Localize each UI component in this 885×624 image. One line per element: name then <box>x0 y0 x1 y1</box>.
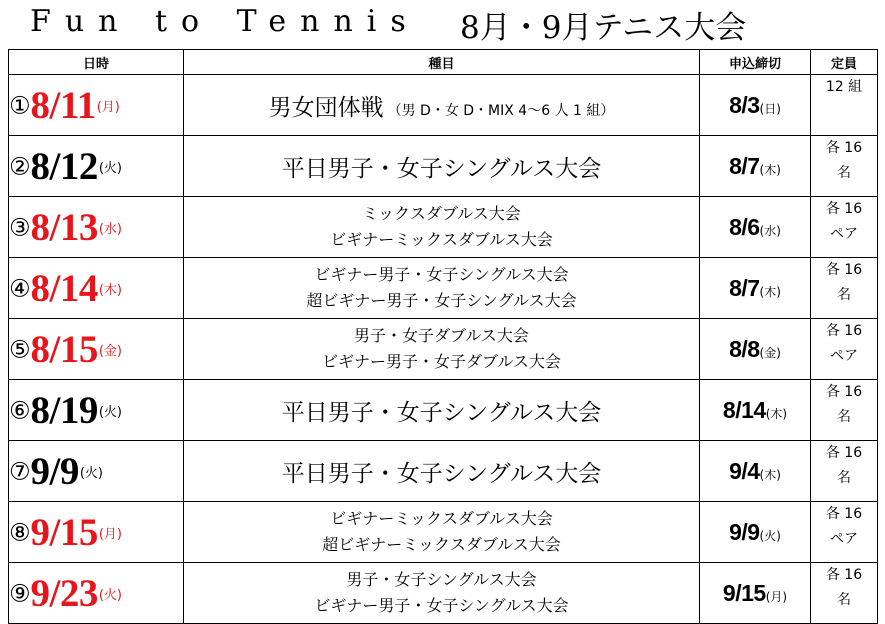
event-title: 平日男子・女子シングルス大会 <box>281 399 602 426</box>
capacity-text: 各 16 <box>825 567 863 583</box>
event-date: 8/11 <box>30 83 96 127</box>
capacity-text: 各 16 <box>825 323 863 339</box>
deadline-cell <box>700 197 811 258</box>
capacity-text: 各 16 <box>825 445 863 461</box>
capacity-text: 名 <box>837 409 851 425</box>
capacity-text: 名 <box>837 165 851 181</box>
page-title <box>0 0 885 48</box>
deadline-date: 8/7 <box>729 152 760 179</box>
event-note: （男 D・女 D・MIX 4～6 人 1 組） <box>387 102 615 119</box>
capacity-text: ペア <box>830 348 858 364</box>
deadline-cell <box>700 502 811 563</box>
table-row <box>9 563 878 624</box>
event-cell <box>184 502 700 563</box>
capacity-text: 名 <box>837 287 851 303</box>
event-line: ビギナー男子・女子シングルス大会 <box>314 596 569 615</box>
deadline-weekday: (木) <box>765 406 788 421</box>
deadline-cell <box>700 258 811 319</box>
capacity-cell <box>811 441 878 502</box>
deadline-date: 8/3 <box>729 91 760 118</box>
header-event: 種目 <box>184 50 700 75</box>
event-cell <box>184 319 700 380</box>
row-number: ② <box>9 152 31 180</box>
capacity-cell <box>811 380 878 441</box>
event-date: 8/14 <box>30 266 98 310</box>
event-cell <box>184 258 700 319</box>
header-row <box>9 50 878 75</box>
deadline-cell <box>700 441 811 502</box>
event-cell <box>184 441 700 502</box>
deadline-cell <box>700 563 811 624</box>
capacity-cell <box>811 75 878 136</box>
date-cell <box>9 258 184 319</box>
event-line: ビギナー男子・女子ダブルス大会 <box>322 352 561 371</box>
row-number: ⑤ <box>9 335 31 363</box>
deadline-date: 9/9 <box>729 518 760 545</box>
deadline-cell <box>700 319 811 380</box>
deadline-weekday: (日) <box>759 101 781 116</box>
event-line: 超ビギナーミックスダブルス大会 <box>322 535 561 554</box>
capacity-text: 各 16 <box>825 384 863 400</box>
table-row <box>9 441 878 502</box>
capacity-text: 名 <box>837 592 851 608</box>
deadline-cell <box>700 136 811 197</box>
event-date: 9/9 <box>30 449 79 493</box>
event-date: 9/23 <box>30 571 98 615</box>
deadline-weekday: (木) <box>759 162 781 177</box>
capacity-text: 各 16 <box>825 140 863 156</box>
header-date: 日時 <box>9 50 184 75</box>
date-cell <box>9 441 184 502</box>
capacity-cell <box>811 502 878 563</box>
table-row <box>9 136 878 197</box>
schedule-body <box>9 75 878 624</box>
date-cell <box>9 197 184 258</box>
title-japanese: 8月・9月テニス大会 <box>460 10 747 46</box>
event-weekday: (木) <box>98 282 123 298</box>
capacity-text: 各 16 <box>825 201 863 217</box>
event-date: 9/15 <box>30 510 98 554</box>
event-weekday: (火) <box>98 160 123 176</box>
event-title: 平日男子・女子シングルス大会 <box>281 460 602 487</box>
row-number: ⑥ <box>9 396 31 424</box>
capacity-cell <box>811 197 878 258</box>
capacity-text: 名 <box>837 470 851 486</box>
event-line: 超ビギナー男子・女子シングルス大会 <box>306 291 577 310</box>
deadline-date: 8/14 <box>722 396 766 423</box>
header-deadline: 申込締切 <box>700 50 811 75</box>
event-weekday: (水) <box>98 221 123 237</box>
deadline-date: 8/6 <box>729 213 760 240</box>
event-cell <box>184 75 700 136</box>
event-cell <box>184 197 700 258</box>
event-weekday: (月) <box>96 99 120 115</box>
date-cell <box>9 502 184 563</box>
capacity-text: ペア <box>830 531 858 547</box>
deadline-weekday: (月) <box>765 589 788 604</box>
capacity-text: ペア <box>830 226 858 242</box>
title-english: Fun to Tennis <box>30 4 420 39</box>
table-row <box>9 258 878 319</box>
event-title: 平日男子・女子シングルス大会 <box>281 155 602 182</box>
table-row <box>9 197 878 258</box>
row-number: ④ <box>9 274 31 302</box>
row-number: ⑦ <box>9 457 31 485</box>
event-line: 男子・女子シングルス大会 <box>346 570 537 589</box>
event-cell <box>184 136 700 197</box>
row-number: ⑨ <box>9 579 31 607</box>
row-number: ③ <box>9 213 31 241</box>
deadline-weekday: (木) <box>759 284 781 299</box>
event-date: 8/19 <box>30 388 98 432</box>
event-line: ビギナーミックスダブルス大会 <box>330 509 553 528</box>
event-weekday: (月) <box>98 526 123 542</box>
deadline-weekday: (金) <box>759 345 781 360</box>
event-cell <box>184 563 700 624</box>
header-capacity: 定員 <box>811 50 878 75</box>
table-row <box>9 380 878 441</box>
deadline-weekday: (水) <box>759 223 781 238</box>
capacity-text: 各 16 <box>825 506 863 522</box>
table-row <box>9 319 878 380</box>
event-weekday: (火) <box>98 404 123 420</box>
deadline-weekday: (火) <box>759 528 781 543</box>
event-weekday: (火) <box>79 465 104 481</box>
capacity-text: 各 16 <box>825 262 863 278</box>
table-row <box>9 502 878 563</box>
deadline-date: 8/7 <box>729 274 760 301</box>
capacity-cell <box>811 319 878 380</box>
capacity-cell <box>811 563 878 624</box>
deadline-date: 9/4 <box>729 457 760 484</box>
event-date: 8/15 <box>30 327 98 371</box>
deadline-date: 8/8 <box>729 335 760 362</box>
event-title: 男女団体戦 （男 D・女 D・MIX 4～6 人 1 組） <box>268 94 615 121</box>
deadline-date: 9/15 <box>722 579 766 606</box>
event-date: 8/13 <box>30 205 98 249</box>
deadline-cell <box>700 380 811 441</box>
date-cell <box>9 563 184 624</box>
event-line: ビギナー男子・女子シングルス大会 <box>314 265 569 284</box>
date-cell <box>9 75 184 136</box>
event-weekday: (火) <box>98 587 123 603</box>
date-cell <box>9 380 184 441</box>
event-cell <box>184 380 700 441</box>
date-cell <box>9 136 184 197</box>
event-line: 男子・女子ダブルス大会 <box>354 326 529 345</box>
date-cell <box>9 319 184 380</box>
row-number: ⑧ <box>9 518 31 546</box>
deadline-cell <box>700 75 811 136</box>
capacity-cell <box>811 258 878 319</box>
tournament-schedule-table <box>8 49 878 624</box>
event-line: ビギナーミックスダブルス大会 <box>330 230 553 249</box>
capacity-cell <box>811 136 878 197</box>
event-date: 8/12 <box>30 144 98 188</box>
event-weekday: (金) <box>98 343 123 359</box>
table-row <box>9 75 878 136</box>
capacity-text: 12 組 <box>825 79 863 95</box>
row-number: ① <box>9 91 31 119</box>
event-line: ミックスダブルス大会 <box>362 204 521 223</box>
deadline-weekday: (木) <box>759 467 781 482</box>
